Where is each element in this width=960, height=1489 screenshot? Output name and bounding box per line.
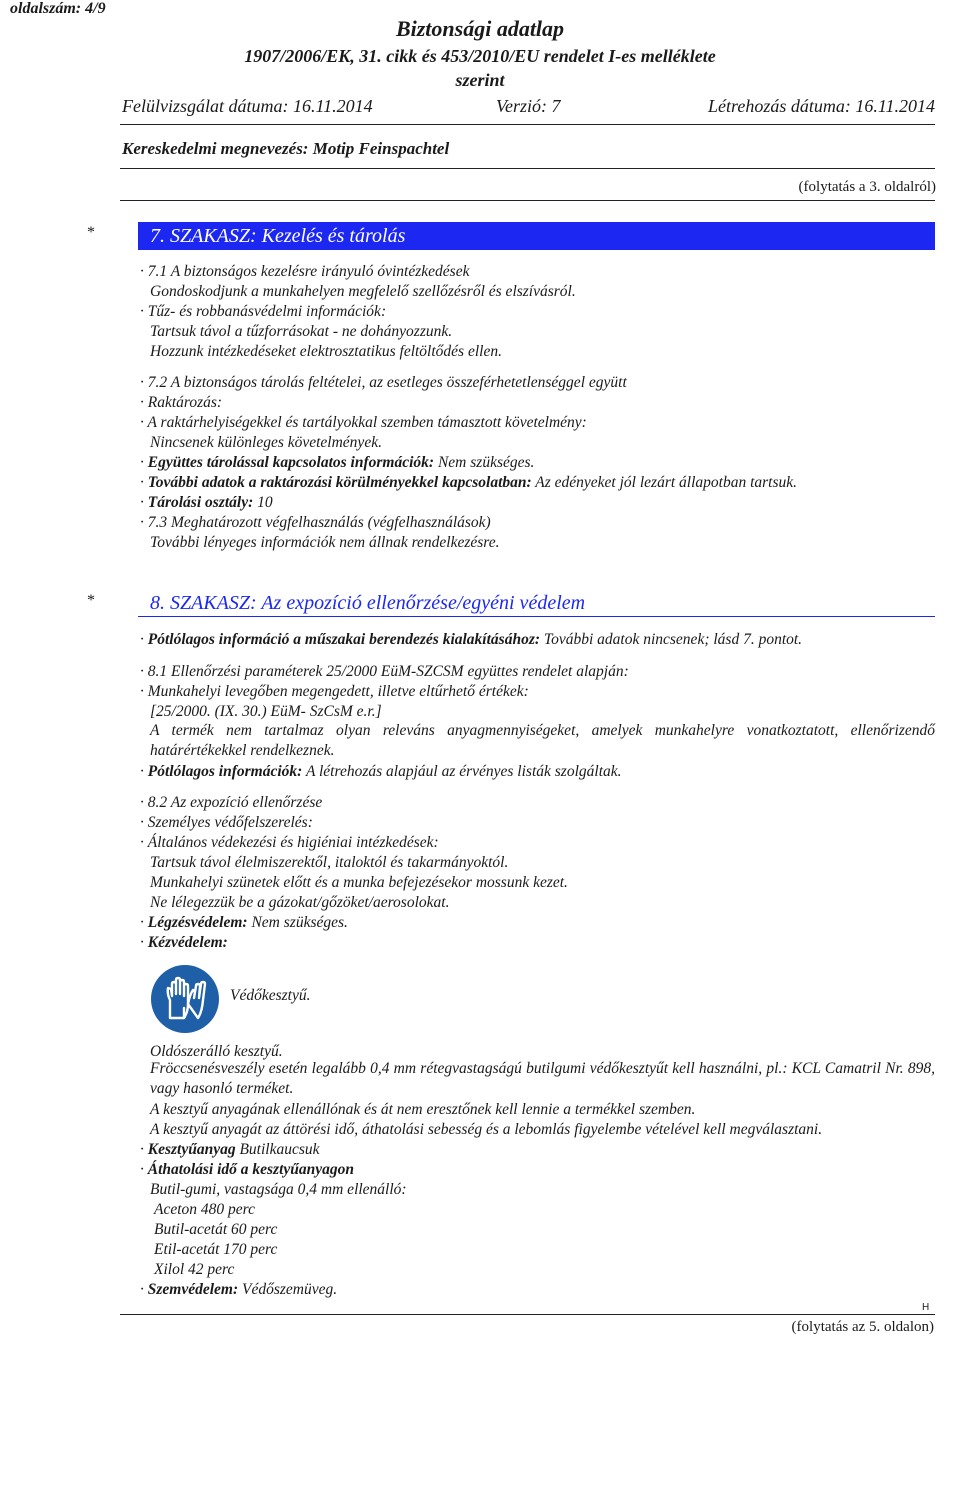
glove-text-2: Fröccsenésveszély esetén legalább 0,4 mm rétegvastagságú butilgumi védőkesztyűt kell használni, pl.: KCL Camatril Nr. 898, vagy hasonló terméket.: [150, 1060, 935, 1097]
hygiene-1: Tartsuk távol élelmiszerektől, italoktól és takarmányoktól.: [150, 854, 509, 871]
page-number: oldalszám: 4/9: [10, 0, 106, 17]
product-limit-text: A termék nem tartalmaz olyan releváns anyagmennyiségeket, amelyek munkahelyre vonatkoztatott, ellenőrizendő határértékekkel rendelkeznek.: [150, 722, 935, 759]
regulation-ref: [25/2000. (IX. 30.) EüM- SzCsM e.r.]: [150, 703, 382, 720]
penetration-item: Aceton 480 perc: [154, 1201, 255, 1218]
hygiene-3: Ne lélegezzük be a gázokat/gőzöket/aerosolokat.: [150, 894, 450, 911]
s73-title: · 7.3 Meghatározott végfelhasználás (végfelhasználások): [140, 514, 491, 531]
glove-material: · Kesztyűanyag Butilkaucsuk: [140, 1141, 320, 1158]
document-title: Biztonsági adatlap: [395, 16, 565, 41]
storage-req-text: Nincsenek különleges követelmények.: [150, 434, 382, 451]
hygiene-2: Munkahelyi szünetek előtt és a munka befejezésekor mossunk kezet.: [150, 874, 568, 891]
s72-title: · 7.2 A biztonságos tárolás feltételei, az esetleges összeférhetetlenséggel együtt: [140, 374, 627, 391]
further-storage: · További adatok a raktározási körülményekkel kapcsolatban: Az edényeket jól lezárt állapotban tartsuk.: [140, 474, 798, 491]
glove-text-4: A kesztyű anyagát az áttörési idő, áthatolási sebesség és a lebomlás figyelembe vételével kell megválasztani.: [150, 1121, 823, 1138]
continued-to: (folytatás az 5. oldalon): [791, 1319, 934, 1335]
hygiene-label: · Általános védekezési és higiéniai intézkedések:: [140, 834, 439, 851]
creation-date: Létrehozás dátuma: 16.11.2014: [708, 96, 935, 116]
section7-heading: 7. SZAKASZ: Kezelés és tárolás: [138, 222, 935, 250]
continuation-divider: [120, 200, 935, 201]
storage-req-label: · A raktárhelyiségekkel és tartályokkal szemben támasztott követelmény:: [140, 414, 587, 431]
penetration-item: Xilol 42 perc: [154, 1261, 235, 1278]
extra-info: · Pótlólagos információk: A létrehozás alapjául az érvényes listák szolgáltak.: [140, 763, 622, 780]
section8-change-marker: *: [87, 592, 95, 609]
joint-storage: · Együttes tárolással kapcsolatos információk: Nem szükséges.: [140, 454, 535, 471]
tradename-divider: [120, 168, 935, 169]
continued-from: (folytatás a 3. oldalról): [798, 179, 936, 195]
document-subtitle: [0, 44, 960, 92]
version: Verzió: 7: [496, 96, 561, 116]
storage-class: · Tárolási osztály: 10: [140, 494, 273, 511]
penetration-label: · Áthatolási idő a kesztyűanyagon: [140, 1161, 355, 1178]
additional-engineering: · Pótlólagos információ a műszakai berendezés kialakításához: További adatok nincsenek; lásd 7. pontot.: [140, 631, 803, 648]
penetration-item: Etil-acetát 170 perc: [154, 1241, 278, 1258]
eye-protection: · Szemvédelem: Védőszemüveg.: [140, 1281, 338, 1298]
footer-divider: [120, 1314, 935, 1315]
glove-text-3: A kesztyű anyagának ellenállónak és át nem eresztőnek kell lennie a termékkel szemben.: [150, 1101, 696, 1118]
section7-change-marker: *: [87, 224, 95, 241]
subtitle-line-2: szerint: [455, 70, 505, 90]
header-divider: [120, 124, 935, 125]
fire-label: · Tűz- és robbanásvédelmi információk:: [140, 303, 387, 320]
revision-date: Felülvizsgálat dátuma: 16.11.2014: [122, 96, 373, 116]
penetration-item: Butil-acetát 60 perc: [154, 1221, 278, 1238]
s82-title: · 8.2 Az expozíció ellenőrzése: [140, 794, 323, 811]
storage-label: · Raktározás:: [140, 394, 223, 411]
fire-text-2: Hozzunk intézkedéseket elektrosztatikus feltöltődés ellen.: [150, 343, 502, 360]
glove-caption: Védőkesztyű.: [230, 987, 311, 1004]
respiratory-protection: · Légzésvédelem: Nem szükséges.: [140, 914, 348, 931]
s81-title: · 8.1 Ellenőrzési paraméterek 25/2000 EüM-SZCSM együttes rendelet alapján:: [140, 663, 629, 680]
s73-text: További lényeges információk nem állnak rendelkezésre.: [150, 534, 500, 551]
s71-text: Gondoskodjunk a munkahelyen megfelelő szellőzésről és elszívásról.: [150, 283, 576, 300]
footer-mark: H: [922, 1302, 930, 1313]
trade-name: Kereskedelmi megnevezés: Motip Feinspachtel: [122, 139, 450, 158]
subtitle-line-1: 1907/2006/EK, 31. cikk és 453/2010/EU rendelet I-es melléklete: [244, 46, 716, 66]
glove-text-1: Oldószerálló kesztyű.: [150, 1043, 283, 1060]
ppe-label: · Személyes védőfelszerelés:: [140, 814, 313, 831]
penetration-intro: Butil-gumi, vastagsága 0,4 mm ellenálló:: [150, 1181, 407, 1198]
section8-heading: 8. SZAKASZ: Az expozíció ellenőrzése/egyéni védelem: [138, 589, 935, 617]
s71-title: · 7.1 A biztonságos kezelésre irányuló óvintézkedések: [140, 263, 470, 280]
workplace-label: · Munkahelyi levegőben megengedett, illetve eltűrhető értékek:: [140, 683, 529, 700]
fire-text-1: Tartsuk távol a tűzforrásokat - ne dohányozzunk.: [150, 323, 453, 340]
hand-protection-label: · Kézvédelem:: [140, 934, 228, 951]
gloves-icon: [150, 964, 220, 1034]
